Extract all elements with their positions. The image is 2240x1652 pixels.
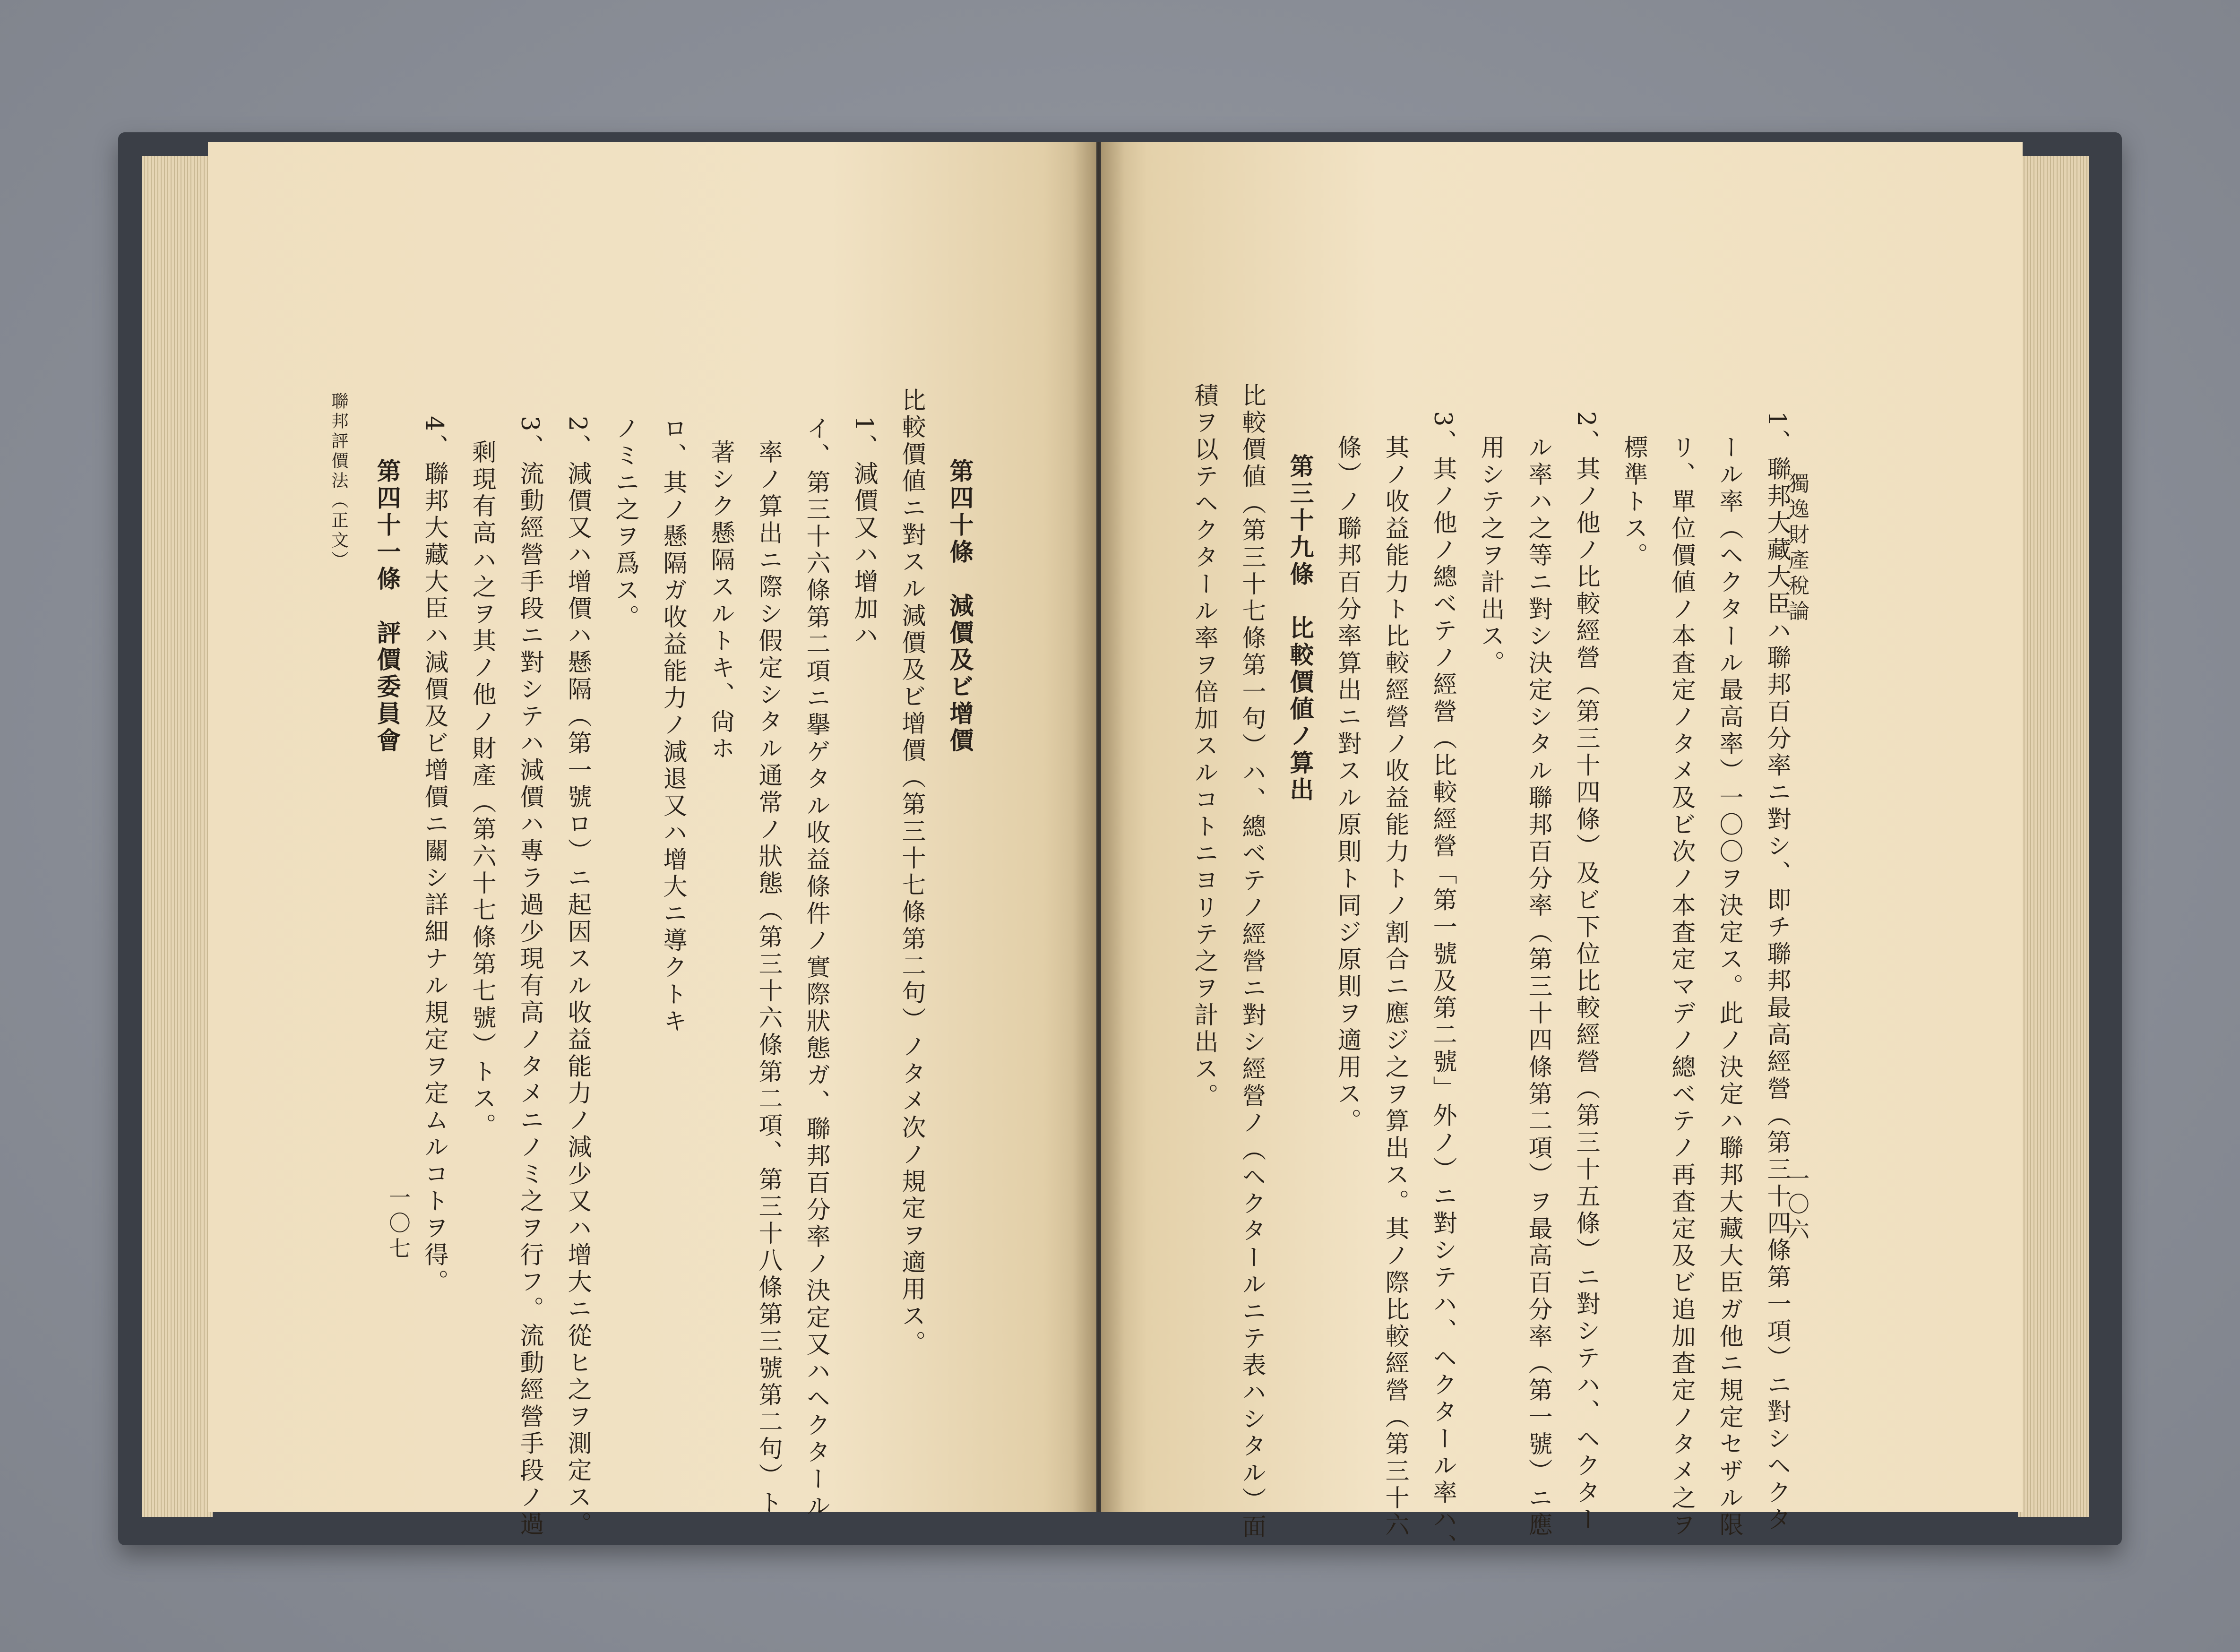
text-line: 比較價値（第三十七條第一句）ハ、總ベテノ經營ニ對シ經營ノ（ヘクタールニテ表ハシタル）面	[1238, 383, 1266, 1541]
text-line: 積ヲ以テヘクタール率ヲ倍加スルコトニヨリテ之ヲ計出ス。	[1190, 383, 1218, 1110]
text-line: 3、流動經營手段ニ對シテハ減價ハ專ラ過少現有高ノタメニノミ之ヲ行フ。流動經營手段ノ過	[516, 416, 543, 1539]
text-line: 4、聯邦大藏大臣ハ減價及ビ增價ニ關シ詳細ナル規定ヲ定ムルコトヲ得。	[420, 416, 448, 1296]
text-line: 條）ノ聯邦百分率算出ニ對スル原則ト同ジ原則ヲ適用ス。	[1333, 435, 1361, 1135]
running-head-right: 獨逸財產稅論	[1785, 473, 1809, 626]
right-page-body	[1190, 383, 1801, 1561]
text-line: ノミニ之ヲ爲ス。	[611, 416, 639, 631]
text-line: 3、其ノ他ノ總ベテノ經營（比較經營「第一號及第二號」外ノ）ニ對シテハ、ヘクタール率ハ、	[1429, 411, 1456, 1561]
text-line: リ、單位價値ノ本査定ノタメ及ビ次ノ本査定マデノ總ベテノ再査定及ビ追加査定ノタメ之ヲ	[1667, 435, 1695, 1539]
book-gutter	[1073, 142, 1125, 1512]
text-line: 2、減價又ハ增價ハ懸隔（第一號ロ）ニ起因スル收益能力ノ減少又ハ增大ニ從ヒ之ヲ測定ス。	[563, 416, 591, 1539]
page-edges-right	[2018, 156, 2089, 1517]
text-line: ール率（ヘクタール最高率）一〇〇ヲ決定ス。此ノ決定ハ聯邦大藏大臣ガ他ニ規定セザル限	[1715, 435, 1743, 1539]
text-line: 標準トス。	[1620, 435, 1647, 569]
text-line: 其ノ收益能力ト比較經營ノ收益能力トノ割合ニ應ジ之ヲ算出ス。其ノ際比較經營（第三十六	[1381, 435, 1409, 1539]
page-number-left: 一〇七	[386, 1186, 411, 1263]
text-line: 用シテ之ヲ計出ス。	[1476, 435, 1504, 677]
page-edges-left	[142, 156, 213, 1517]
article-heading: 第三十九條 比較價値ノ算出	[1285, 454, 1314, 804]
text-line: 剩現有高ハ之ヲ其ノ他ノ財產（第六十七條第七號）トス。	[468, 439, 496, 1140]
article-heading: 第四十條 減價及ビ增價	[945, 458, 974, 755]
text-line: イ、第三十六條第二項ニ擧ゲタル收益條件ノ實際狀態ガ、聯邦百分率ノ決定又ハヘクタール	[802, 416, 830, 1520]
text-line: 1、減價又ハ增加ハ	[850, 416, 878, 650]
text-line: ロ、其ノ懸隔ガ收益能力ノ減退又ハ增大ニ導クトキ	[659, 416, 687, 1035]
text-line: 2、其ノ他ノ比較經營（第三十四條）及ビ下位比較經營（第三十五條）ニ對シテハ、ヘクター	[1572, 411, 1600, 1534]
text-line: 1、聯邦大藏大臣ハ聯邦百分率ニ對シ、即チ聯邦最高經營（第三十四條第一項）ニ對シヘクタ	[1763, 411, 1791, 1534]
text-line: 比較價値ニ對スル減價及ビ增價（第三十七條第二句）ノタメ次ノ規定ヲ適用ス。	[897, 387, 925, 1357]
running-head-left: 聯邦評價法（正文）	[329, 392, 348, 571]
text-line: 率ノ算出ニ際シ假定シタル通常ノ狀態（第三十六條第二項、第三十八條第三號第二句）ト	[754, 439, 782, 1517]
left-page-body	[329, 387, 983, 1539]
article-heading: 第四十一條 評價委員會	[372, 458, 401, 755]
text-line: ル率ハ之等ニ對シ決定シタル聯邦百分率（第三十四條第二項）ヲ最高百分率（第一號）ニ應	[1524, 435, 1552, 1539]
text-line: 著シク懸隔スルトキ、尙ホ	[706, 439, 734, 763]
page-number-right: 一〇六	[1784, 1167, 1810, 1244]
